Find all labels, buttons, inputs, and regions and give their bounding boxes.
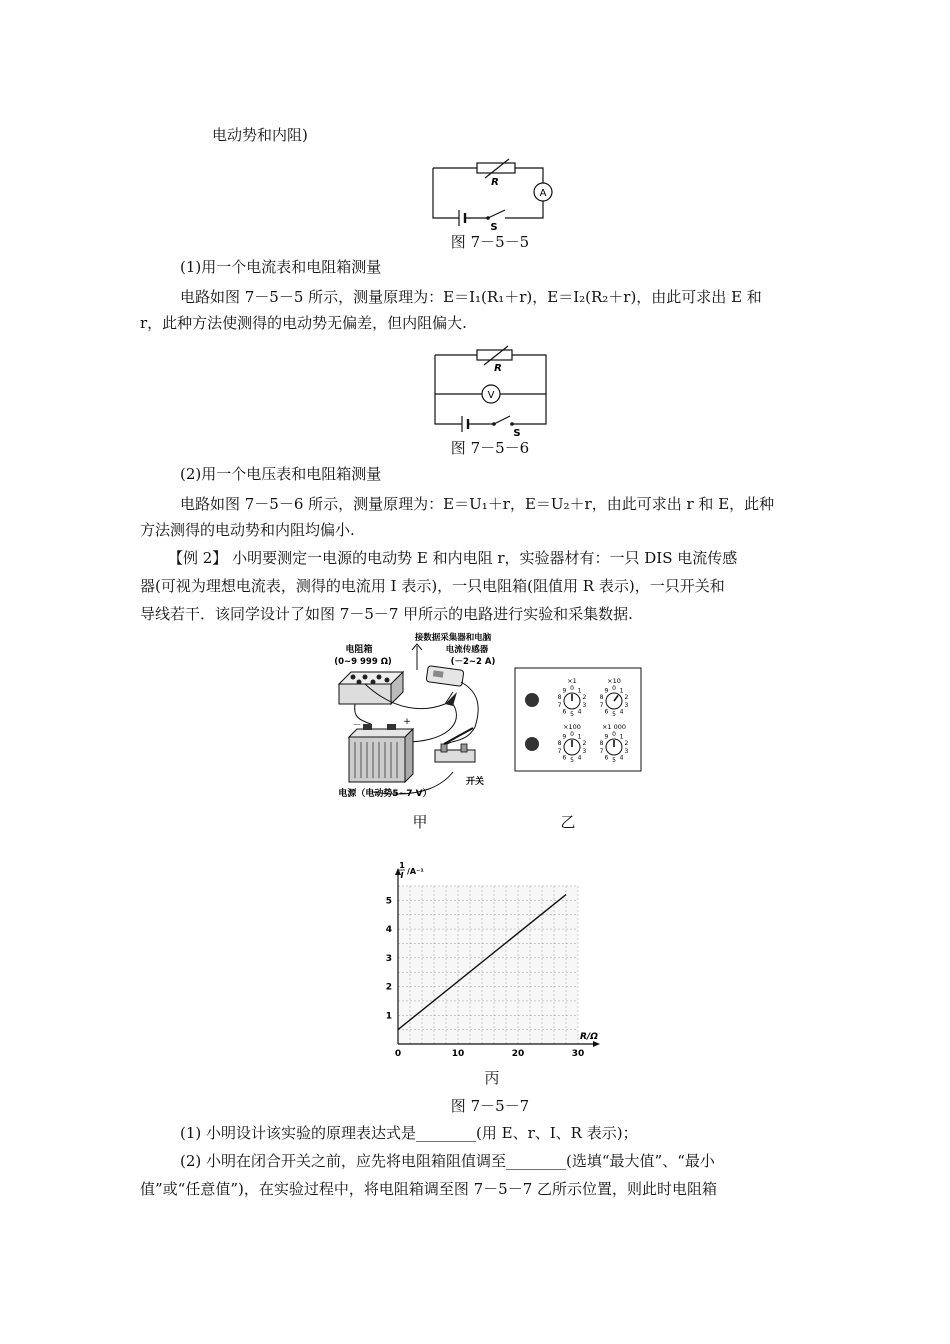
figure-7-5-7-bing-label: 丙 (484, 1069, 500, 1087)
dial-digit: 3 (624, 702, 629, 710)
intro-line: 电动势和内阻) (212, 126, 308, 144)
dial-digit: 9 (562, 733, 567, 741)
dial-digit: 8 (557, 694, 562, 702)
section-2-heading: (2)用一个电压表和电阻箱测量 (180, 465, 382, 483)
dial-digit: 5 (570, 711, 574, 719)
y-axis-label-denominator: I (400, 871, 404, 880)
section-2-line-1: 电路如图 7－5－6 所示，测量原理为：E＝U₁＋r，E＝U₂＋r，由此可求出 r 和 E，此种 (180, 495, 775, 513)
source-label: 电源（电动势5~7 V） (338, 789, 432, 799)
section-2-line-2: 方法测得的电动势和内阻均偏小. (140, 521, 355, 539)
x-axis-label: R/Ω (580, 1032, 598, 1042)
dial-digit: 5 (612, 711, 616, 719)
switch-s (488, 210, 505, 218)
dial-digit: 6 (562, 708, 567, 716)
x-tick-label: 0 (394, 1049, 402, 1059)
figure-7-5-7-yi (514, 667, 642, 772)
terminal-bottom (525, 737, 539, 751)
y-tick-label: 2 (385, 982, 392, 993)
dial-multiplier: ×1 000 (601, 723, 627, 731)
dial-digit: 1 (619, 733, 624, 741)
example-2-line-1: 【例 2】 小明要测定一电源的电动势 E 和内电阻 r，实验器材有：一只 DIS 电流传感 (168, 549, 738, 567)
question-2-line-1: (2) 小明在闭合开关之前，应先将电阻箱阻值调至________(选填“最大值”、“最小 (180, 1152, 715, 1170)
dial-digit: 2 (582, 740, 587, 748)
dial-digit: 2 (624, 694, 629, 702)
example-2-line-3: 导线若干．该同学设计了如图 7－5－7 甲所示的电路进行实验和采集数据. (140, 605, 633, 623)
dial-digit: 7 (557, 748, 562, 756)
chart-bing (370, 860, 610, 1060)
dial-digit: 7 (599, 702, 604, 710)
dial-multiplier: ×100 (563, 723, 581, 731)
sensor-range-label: (－2~2 A) (450, 657, 496, 667)
dial-digit: 2 (624, 740, 629, 748)
dial-digit: 0 (570, 685, 574, 693)
example-2-line-2: 器(可视为理想电流表，测得的电流用 I 表示)，一只电阻箱(阻值用 R 表示)，一只开关和 (140, 577, 725, 595)
figure-7-5-6 (432, 350, 550, 438)
figure-7-5-6-caption: 图 7－5－6 (450, 439, 530, 457)
terminal-top (525, 693, 539, 707)
figure-7-5-5 (425, 158, 560, 233)
battery-minus: － (352, 721, 362, 731)
dial-digit: 6 (604, 754, 609, 762)
dial-digit: 9 (604, 733, 609, 741)
switch-label: S (513, 428, 521, 439)
battery-plus: + (403, 717, 411, 727)
dial-digit: 7 (599, 748, 604, 756)
section-1-line-1: 电路如图 7－5－5 所示，测量原理为：E＝I₁(R₁＋r)，E＝I₂(R₂＋r)，由此可求出 E 和 (180, 288, 762, 306)
resistor-label: R (494, 363, 502, 374)
dial-digit: 4 (619, 708, 624, 716)
question-2-line-2: 值”或“任意值”)，在实验过程中，将电阻箱调至图 7－5－7 乙所示位置，则此时电阻箱 (140, 1180, 718, 1198)
dial-digit: 8 (599, 694, 604, 702)
voltmeter-label: V (487, 390, 495, 401)
y-tick-label: 4 (385, 925, 392, 936)
dial-digit: 5 (612, 757, 616, 765)
section-1-line-2: r，此种方法使测得的电动势无偏差，但内阻偏大. (140, 314, 467, 332)
dial-digit: 8 (599, 740, 604, 748)
switch-s (494, 416, 510, 424)
dial-digit: 9 (562, 687, 567, 695)
dial-digit: 6 (604, 708, 609, 716)
y-axis-label-unit: /A⁻¹ (407, 867, 424, 876)
dial-digit: 0 (612, 685, 616, 693)
question-1: (1) 小明设计该实验的原理表达式是________(用 E、r、I、R 表示)； (180, 1124, 638, 1142)
dial-digit: 9 (604, 687, 609, 695)
box-range: (0~9 999 Ω) (334, 657, 392, 667)
dial-digit: 3 (624, 748, 629, 756)
ammeter-label: A (539, 188, 547, 199)
sensor-name-label: 电流传感器 (445, 645, 489, 655)
box-label: 电阻箱 (345, 645, 373, 655)
dial-digit: 3 (582, 748, 587, 756)
dial-digit: 4 (619, 754, 624, 762)
sensor-top-label: 接数据采集器和电脑 (414, 633, 492, 643)
dial-digit: 0 (570, 731, 574, 739)
dial-digit: 3 (582, 702, 587, 710)
figure-7-5-7-caption: 图 7－5－7 (450, 1097, 530, 1115)
y-axis-label-numerator: 1 (399, 861, 405, 870)
switch-label: 开关 (465, 777, 485, 787)
dial-digit: 4 (577, 708, 582, 716)
y-tick-label: 1 (385, 1011, 392, 1022)
dial-digit: 1 (619, 687, 624, 695)
dial-multiplier: ×10 (607, 677, 621, 685)
dial-digit: 8 (557, 740, 562, 748)
dial-digit: 1 (577, 687, 582, 695)
figure-7-5-7-jia (335, 632, 500, 797)
resistor-r (477, 350, 512, 360)
dial-digit: 6 (562, 754, 567, 762)
y-tick-label: 5 (385, 896, 392, 907)
dial-digit: 2 (582, 694, 587, 702)
dial-digit: 4 (577, 754, 582, 762)
current-sensor (426, 666, 464, 687)
section-1-heading: (1)用一个电流表和电阻箱测量 (180, 258, 382, 276)
dial-digit: 1 (577, 733, 582, 741)
x-tick-label: 20 (511, 1049, 525, 1059)
figure-7-5-7-jia-label: 甲 (412, 813, 428, 831)
resistor-r (477, 163, 515, 173)
figure-7-5-7-yi-label: 乙 (560, 813, 576, 831)
plot-area (398, 886, 578, 1044)
figure-7-5-5-caption: 图 7－5－5 (450, 233, 530, 251)
dial-digit: 5 (570, 757, 574, 765)
dial-multiplier: ×1 (567, 677, 577, 685)
dial-digit: 7 (557, 702, 562, 710)
y-tick-label: 3 (385, 953, 392, 964)
x-tick-label: 10 (451, 1049, 465, 1059)
resistance-box (339, 684, 391, 704)
resistor-label: R (491, 177, 499, 188)
x-tick-label: 30 (571, 1049, 585, 1059)
switch-label: S (490, 222, 498, 233)
dial-digit: 0 (612, 731, 616, 739)
